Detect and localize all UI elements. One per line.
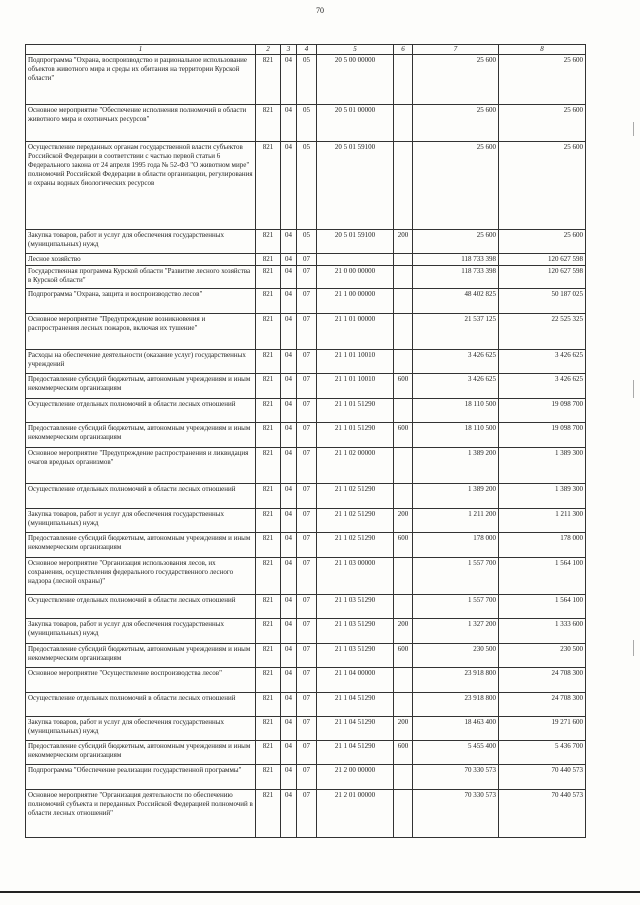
expense-type: 600 (394, 423, 413, 448)
expense-type: 600 (394, 533, 413, 558)
subsection-code: 07 (297, 254, 317, 266)
table-row (26, 509, 586, 533)
amount-year-1: 1 211 200 (413, 509, 499, 533)
table-row (26, 105, 586, 142)
row-name: Основное мероприятие "Обеспечение исполнения полномочий в области животного мира и охотничьих ресурсов" (26, 105, 256, 142)
ministry-code: 821 (256, 423, 281, 448)
subsection-code: 07 (297, 765, 317, 790)
amount-year-2: 22 525 325 (499, 314, 586, 350)
section-code: 04 (281, 484, 297, 509)
target-article: 21 1 04 51290 (317, 741, 394, 765)
row-name: Предоставление субсидий бюджетным, автономным учреждениям и иным некоммерческим организациям (26, 423, 256, 448)
amount-year-2: 1 333 600 (499, 619, 586, 644)
section-code: 04 (281, 741, 297, 765)
amount-year-1: 18 110 500 (413, 399, 499, 423)
subsection-code: 07 (297, 448, 317, 484)
amount-year-2: 178 000 (499, 533, 586, 558)
row-name: Предоставление субсидий бюджетным, автономным учреждениям и иным некоммерческим организациям (26, 374, 256, 399)
ministry-code: 821 (256, 558, 281, 595)
ministry-code: 821 (256, 105, 281, 142)
scan-margin-mark (633, 122, 634, 136)
expense-type: 200 (394, 509, 413, 533)
ministry-code: 821 (256, 765, 281, 790)
amount-year-2: 25 600 (499, 142, 586, 230)
row-name: Осуществление отдельных полномочий в области лесных отношений (26, 693, 256, 717)
ministry-code: 821 (256, 741, 281, 765)
subsection-code: 07 (297, 509, 317, 533)
row-name: Основное мероприятие "Организация деятельности по обеспечению полномочий субъекта и переданных Российской Федерацией полномочий в области лесных отношений" (26, 790, 256, 838)
section-code: 04 (281, 350, 297, 374)
subsection-code: 07 (297, 790, 317, 838)
amount-year-2: 230 500 (499, 644, 586, 668)
subsection-code: 05 (297, 230, 317, 254)
table-row (26, 790, 586, 838)
ministry-code: 821 (256, 619, 281, 644)
table-row (26, 693, 586, 717)
row-name: Закупка товаров, работ и услуг для обеспечения государственных (муниципальных) нужд (26, 230, 256, 254)
target-article: 21 1 01 51290 (317, 399, 394, 423)
subsection-code: 07 (297, 644, 317, 668)
ministry-code: 821 (256, 266, 281, 289)
section-code: 04 (281, 266, 297, 289)
table-row (26, 619, 586, 644)
row-name: Подпрограмма "Охрана, защита и воспроизводство лесов" (26, 289, 256, 314)
amount-year-2: 1 389 300 (499, 448, 586, 484)
expense-type (394, 266, 413, 289)
column-header: 8 (499, 45, 586, 55)
amount-year-2: 24 708 300 (499, 668, 586, 693)
target-article: 21 1 03 00000 (317, 558, 394, 595)
amount-year-1: 18 110 500 (413, 423, 499, 448)
amount-year-1: 1 557 700 (413, 558, 499, 595)
table-header-row (26, 45, 586, 55)
subsection-code: 07 (297, 595, 317, 619)
amount-year-2: 19 098 700 (499, 399, 586, 423)
expense-type (394, 105, 413, 142)
target-article: 21 1 02 00000 (317, 448, 394, 484)
row-name: Осуществление переданных органам государственной власти субъектов Российской Федерации в соответствии с частью первой статьи 6 Федерального закона от 24 апреля 1995 года № 52-ФЗ "О животном мире" полномочий Российской Федерации в области организации, регулирования и охраны водных биологических ресурсов (26, 142, 256, 230)
expense-type (394, 765, 413, 790)
target-article (317, 254, 394, 266)
amount-year-1: 3 426 625 (413, 374, 499, 399)
subsection-code: 07 (297, 717, 317, 741)
amount-year-2: 25 600 (499, 105, 586, 142)
amount-year-1: 25 600 (413, 230, 499, 254)
amount-year-2: 1 389 300 (499, 484, 586, 509)
bottom-rule (0, 891, 640, 893)
amount-year-1: 21 537 125 (413, 314, 499, 350)
amount-year-1: 18 463 400 (413, 717, 499, 741)
subsection-code: 07 (297, 693, 317, 717)
amount-year-1: 5 455 400 (413, 741, 499, 765)
expense-type: 200 (394, 619, 413, 644)
amount-year-2: 1 564 100 (499, 595, 586, 619)
column-header: 3 (281, 45, 297, 55)
section-code: 04 (281, 619, 297, 644)
ministry-code: 821 (256, 484, 281, 509)
expense-type: 600 (394, 741, 413, 765)
amount-year-2: 3 426 625 (499, 350, 586, 374)
ministry-code: 821 (256, 230, 281, 254)
section-code: 04 (281, 230, 297, 254)
column-header: 7 (413, 45, 499, 55)
expense-type: 200 (394, 717, 413, 741)
subsection-code: 07 (297, 374, 317, 399)
section-code: 04 (281, 595, 297, 619)
subsection-code: 07 (297, 289, 317, 314)
row-name: Предоставление субсидий бюджетным, автономным учреждениям и иным некоммерческим организациям (26, 741, 256, 765)
table-row (26, 484, 586, 509)
ministry-code: 821 (256, 717, 281, 741)
table-row (26, 374, 586, 399)
row-name: Расходы на обеспечение деятельности (оказание услуг) государственных учреждений (26, 350, 256, 374)
row-name: Государственная программа Курской области "Развитие лесного хозяйства в Курской области" (26, 266, 256, 289)
page-number: 70 (316, 6, 324, 15)
ministry-code: 821 (256, 254, 281, 266)
row-name: Закупка товаров, работ и услуг для обеспечения государственных (муниципальных) нужд (26, 509, 256, 533)
target-article: 21 1 03 51290 (317, 595, 394, 619)
amount-year-1: 25 600 (413, 105, 499, 142)
amount-year-2: 1 564 100 (499, 558, 586, 595)
row-name: Предоставление субсидий бюджетным, автономным учреждениям и иным некоммерческим организациям (26, 533, 256, 558)
expense-type (394, 668, 413, 693)
expense-type: 600 (394, 644, 413, 668)
target-article: 21 1 04 51290 (317, 693, 394, 717)
amount-year-1: 70 330 573 (413, 790, 499, 838)
scan-margin-mark (633, 640, 634, 656)
target-article: 21 1 01 51290 (317, 423, 394, 448)
amount-year-1: 23 918 800 (413, 693, 499, 717)
ministry-code: 821 (256, 693, 281, 717)
row-name: Осуществление отдельных полномочий в области лесных отношений (26, 595, 256, 619)
section-code: 04 (281, 314, 297, 350)
section-code: 04 (281, 644, 297, 668)
subsection-code: 07 (297, 314, 317, 350)
table-row (26, 448, 586, 484)
subsection-code: 07 (297, 423, 317, 448)
subsection-code: 07 (297, 533, 317, 558)
ministry-code: 821 (256, 350, 281, 374)
amount-year-2: 25 600 (499, 230, 586, 254)
amount-year-2: 70 440 573 (499, 765, 586, 790)
expense-type: 600 (394, 374, 413, 399)
expense-type (394, 350, 413, 374)
expense-type (394, 484, 413, 509)
expense-type (394, 790, 413, 838)
amount-year-1: 70 330 573 (413, 765, 499, 790)
scan-margin-mark (633, 380, 634, 398)
target-article: 21 2 01 00000 (317, 790, 394, 838)
expense-type (394, 142, 413, 230)
ministry-code: 821 (256, 289, 281, 314)
table-row (26, 254, 586, 266)
amount-year-1: 48 402 825 (413, 289, 499, 314)
row-name: Предоставление субсидий бюджетным, автономным учреждениям и иным некоммерческим организациям (26, 644, 256, 668)
column-header: 4 (297, 45, 317, 55)
section-code: 04 (281, 289, 297, 314)
section-code: 04 (281, 558, 297, 595)
table-row (26, 533, 586, 558)
section-code: 04 (281, 509, 297, 533)
ministry-code: 821 (256, 374, 281, 399)
amount-year-1: 3 426 625 (413, 350, 499, 374)
ministry-code: 821 (256, 790, 281, 838)
ministry-code: 821 (256, 142, 281, 230)
amount-year-1: 25 600 (413, 55, 499, 105)
amount-year-2: 50 187 025 (499, 289, 586, 314)
amount-year-2: 120 627 598 (499, 266, 586, 289)
expense-type (394, 595, 413, 619)
amount-year-2: 25 600 (499, 55, 586, 105)
subsection-code: 07 (297, 619, 317, 644)
section-code: 04 (281, 533, 297, 558)
section-code: 04 (281, 448, 297, 484)
budget-table (25, 44, 586, 838)
target-article: 20 5 01 00000 (317, 105, 394, 142)
subsection-code: 07 (297, 668, 317, 693)
ministry-code: 821 (256, 668, 281, 693)
amount-year-2: 70 440 573 (499, 790, 586, 838)
ministry-code: 821 (256, 399, 281, 423)
row-name: Лесное хозяйство (26, 254, 256, 266)
row-name: Основное мероприятие "Осуществление воспроизводства лесов" (26, 668, 256, 693)
table-row (26, 399, 586, 423)
amount-year-1: 1 327 200 (413, 619, 499, 644)
section-code: 04 (281, 142, 297, 230)
column-header: 2 (256, 45, 281, 55)
target-article: 20 5 00 00000 (317, 55, 394, 105)
target-article: 21 1 02 51290 (317, 509, 394, 533)
ministry-code: 821 (256, 644, 281, 668)
section-code: 04 (281, 790, 297, 838)
table-row (26, 423, 586, 448)
expense-type (394, 448, 413, 484)
ministry-code: 821 (256, 509, 281, 533)
section-code: 04 (281, 717, 297, 741)
expense-type (394, 55, 413, 105)
amount-year-1: 23 918 800 (413, 668, 499, 693)
amount-year-1: 1 557 700 (413, 595, 499, 619)
amount-year-1: 118 733 398 (413, 254, 499, 266)
table-row (26, 558, 586, 595)
table-row (26, 142, 586, 230)
target-article: 21 1 01 10010 (317, 350, 394, 374)
row-name: Основное мероприятие "Предупреждение распространения и ликвидация очагов вредных организмов" (26, 448, 256, 484)
table-row (26, 314, 586, 350)
table-row (26, 644, 586, 668)
target-article: 20 5 01 59100 (317, 230, 394, 254)
section-code: 04 (281, 693, 297, 717)
row-name: Закупка товаров, работ и услуг для обеспечения государственных (муниципальных) нужд (26, 717, 256, 741)
row-name: Подпрограмма "Обеспечение реализации государственной программы" (26, 765, 256, 790)
subsection-code: 07 (297, 399, 317, 423)
amount-year-2: 3 426 625 (499, 374, 586, 399)
row-name: Осуществление отдельных полномочий в области лесных отношений (26, 399, 256, 423)
expense-type (394, 693, 413, 717)
expense-type (394, 314, 413, 350)
table-row (26, 595, 586, 619)
section-code: 04 (281, 254, 297, 266)
section-code: 04 (281, 374, 297, 399)
amount-year-1: 230 500 (413, 644, 499, 668)
column-header: 1 (26, 45, 256, 55)
expense-type (394, 399, 413, 423)
row-name: Закупка товаров, работ и услуг для обеспечения государственных (муниципальных) нужд (26, 619, 256, 644)
expense-type: 200 (394, 230, 413, 254)
amount-year-1: 178 000 (413, 533, 499, 558)
section-code: 04 (281, 399, 297, 423)
section-code: 04 (281, 765, 297, 790)
target-article: 21 1 04 51290 (317, 717, 394, 741)
table-row (26, 717, 586, 741)
amount-year-2: 19 098 700 (499, 423, 586, 448)
expense-type (394, 558, 413, 595)
subsection-code: 07 (297, 741, 317, 765)
ministry-code: 821 (256, 55, 281, 105)
amount-year-1: 1 389 200 (413, 448, 499, 484)
target-article: 21 1 04 00000 (317, 668, 394, 693)
ministry-code: 821 (256, 314, 281, 350)
table-row (26, 765, 586, 790)
expense-type (394, 254, 413, 266)
table-row (26, 55, 586, 105)
target-article: 21 1 01 00000 (317, 314, 394, 350)
subsection-code: 05 (297, 55, 317, 105)
subsection-code: 05 (297, 142, 317, 230)
row-name: Подпрограмма "Охрана, воспроизводство и рациональное использование объектов животного мира и среды их обитания на территории Курской области" (26, 55, 256, 105)
table-row (26, 230, 586, 254)
ministry-code: 821 (256, 448, 281, 484)
target-article: 21 1 03 51290 (317, 644, 394, 668)
target-article: 21 1 00 00000 (317, 289, 394, 314)
column-header: 5 (317, 45, 394, 55)
amount-year-2: 24 708 300 (499, 693, 586, 717)
section-code: 04 (281, 668, 297, 693)
subsection-code: 07 (297, 350, 317, 374)
subsection-code: 07 (297, 558, 317, 595)
table-row (26, 668, 586, 693)
table-row (26, 289, 586, 314)
target-article: 21 1 02 51290 (317, 533, 394, 558)
ministry-code: 821 (256, 533, 281, 558)
subsection-code: 07 (297, 484, 317, 509)
amount-year-1: 1 389 200 (413, 484, 499, 509)
table-row (26, 741, 586, 765)
ministry-code: 821 (256, 595, 281, 619)
target-article: 21 1 01 10010 (317, 374, 394, 399)
table-row (26, 266, 586, 289)
row-name: Основное мероприятие "Организация использования лесов, их сохранения, осуществления федерального государственного лесного надзора (лесной охраны)" (26, 558, 256, 595)
column-header: 6 (394, 45, 413, 55)
amount-year-1: 25 600 (413, 142, 499, 230)
amount-year-1: 118 733 398 (413, 266, 499, 289)
target-article: 20 5 01 59100 (317, 142, 394, 230)
section-code: 04 (281, 55, 297, 105)
amount-year-2: 5 436 700 (499, 741, 586, 765)
amount-year-2: 1 211 300 (499, 509, 586, 533)
expense-type (394, 289, 413, 314)
row-name: Основное мероприятие "Предупреждение возникновения и распространения лесных пожаров, включая их тушение" (26, 314, 256, 350)
target-article: 21 2 00 00000 (317, 765, 394, 790)
section-code: 04 (281, 105, 297, 142)
amount-year-2: 120 627 598 (499, 254, 586, 266)
target-article: 21 0 00 00000 (317, 266, 394, 289)
row-name: Осуществление отдельных полномочий в области лесных отношений (26, 484, 256, 509)
amount-year-2: 19 271 600 (499, 717, 586, 741)
target-article: 21 1 02 51290 (317, 484, 394, 509)
section-code: 04 (281, 423, 297, 448)
table-row (26, 350, 586, 374)
subsection-code: 07 (297, 266, 317, 289)
subsection-code: 05 (297, 105, 317, 142)
target-article: 21 1 03 51290 (317, 619, 394, 644)
